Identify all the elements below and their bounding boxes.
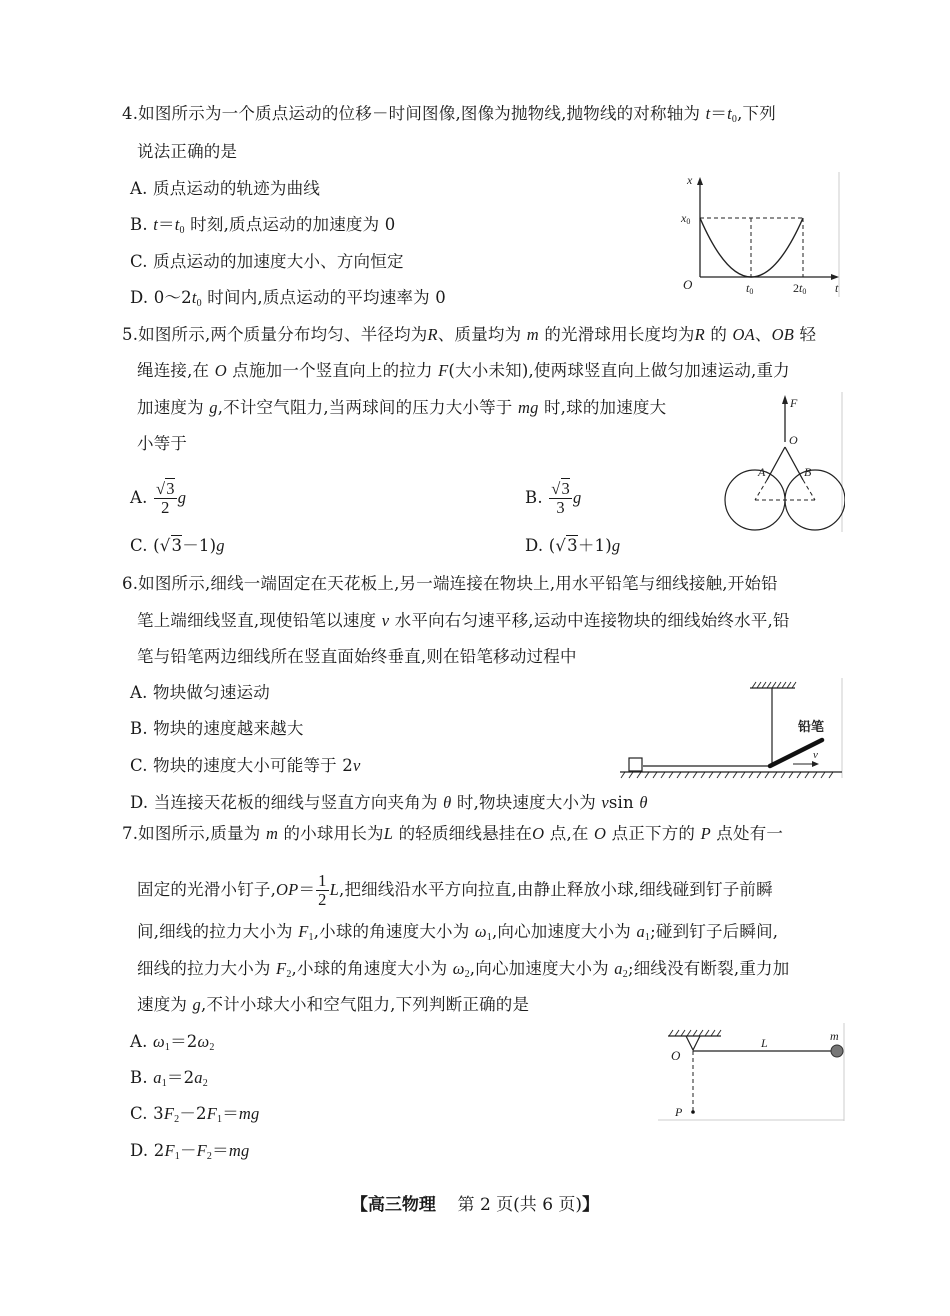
q7-stem-line-1 [122,823,783,845]
q7-option-c[interactable] [130,1103,260,1131]
option-text: $2F_1-F_2=mg$ [153,1141,250,1162]
q7-option-a[interactable] [130,1031,215,1059]
svg-text:t0: t0 [746,281,754,296]
option-text: 质点运动的轨迹为曲线 [153,179,321,198]
q7-stem-line-5: 速度为 g,不计小球大小和空气阻力,下列判断正确的是 [137,995,530,1014]
q7-stem-line-3: 间,细线的拉力大小为 $F_1$,小球的角速度大小为 $\omega_1$,向心加速度大小为 $a_1$;碰到钉子后瞬间, [137,922,779,943]
q4-option-d[interactable] [130,287,446,315]
q5-stem-line-2: 绳连接,在 O 点施加一个竖直向上的拉力 F(大小未知),使两球竖直向上做匀加速运动,重力 [137,361,790,380]
q4-stem-text-1: 如图所示为一个质点运动的位移－时间图像,图像为抛物线,抛物线的对称轴为 $t=t_0$,下列 [138,104,776,125]
option-text: $3F_2-2F_1=mg$ [153,1104,260,1125]
svg-text:F: F [790,396,798,410]
q4-stem-line-2: 说法正确的是 [137,142,238,161]
q6-stem-line-2: 笔上端细线竖直,现使铅笔以速度 v 水平向右匀速平移,运动中连接物块的细线始终水平,铅 [137,611,790,630]
q6-stem-line-1 [122,573,778,595]
option-label: A. [130,683,148,702]
q7-stem-line-2: 固定的光滑小钉子,OP＝ $\frac{1}{2}$ L,把细线沿水平方向拉直,由静止释放小球,细线碰到钉子前瞬 [137,871,773,909]
svg-text:x0: x0 [681,211,691,226]
q6-stem-line-3: 笔与铅笔两边细线所在竖直面始终垂直,则在铅笔移动过程中 [137,647,577,666]
option-text: $\omega_1=2\omega_2$ [153,1032,215,1053]
option-label: D. [130,1141,149,1160]
q7-option-d[interactable] [130,1140,249,1168]
option-label: C. [130,536,148,555]
option-label: C. [130,252,148,271]
page-footer [0,1190,950,1215]
svg-text:v: v [813,749,818,761]
q4-stem-line-1 [122,103,776,131]
option-label: B. [130,719,148,738]
option-label: C. [130,1104,148,1123]
svg-text:O: O [671,1048,681,1063]
option-label: C. [130,756,148,775]
svg-text:2t0: 2t0 [793,281,807,296]
svg-text:m: m [830,1029,839,1043]
q7-stem-line-4: 细线的拉力大小为 $F_2$,小球的角速度大小为 $\omega_2$,向心加速度大小为 $a_2$;细线没有断裂,重力加 [137,959,790,980]
footer-page-info: 第 2 页(共 6 页) [457,1195,583,1215]
q7-option-b[interactable] [130,1067,208,1095]
footer-subject: 【高三物理 [350,1195,436,1215]
q6-option-b[interactable] [130,718,304,740]
svg-text:O: O [789,433,798,447]
q4-number: 4. [122,104,139,123]
option-label: B. [525,488,543,507]
q7-stem-text-1: 如图所示,质量为 m 的小球用长为L 的轻质细线悬挂在O 点,在 O 点正下方的 P 点处有一 [138,824,784,843]
option-text: $\frac{√3}{2}$ [156,479,175,517]
q7-pendulum-nail-figure [658,1023,848,1123]
q6-number: 6. [122,574,139,593]
svg-text:L: L [761,1036,768,1050]
option-text: 质点运动的加速度大小、方向恒定 [153,252,404,271]
q4-option-c[interactable] [130,251,404,273]
q4-xt-graph-figure [665,172,845,297]
q5-stem-line-4: 小等于 [137,434,188,453]
option-label: D. [525,536,544,555]
svg-text:A: A [758,465,766,479]
q7-number: 7. [122,824,139,843]
svg-text:铅笔: 铅笔 [798,720,825,735]
option-text: (√3－1)g [153,536,225,555]
q5-option-a[interactable]: A. $\frac{√3}{2}$ g [130,479,187,517]
footer-close-bracket: 】 [582,1195,600,1215]
svg-text:t: t [835,281,839,295]
q6-stem-text-1: 如图所示,细线一端固定在天花板上,另一端连接在物块上,用水平铅笔与细线接触,开始铅 [138,574,778,593]
option-label: A. [130,488,148,507]
q4-option-b[interactable] [130,214,395,242]
option-text: $0\sim 2t_0$ 时间内,质点运动的平均速率为 0 [153,288,446,309]
option-label: A. [130,1032,148,1051]
option-label: B. [130,1068,148,1087]
q5-option-d[interactable] [525,535,620,557]
option-text: $a_1=2a_2$ [153,1068,208,1089]
option-text: (√3＋1)g [548,536,621,555]
q4-option-a[interactable] [130,178,320,200]
q6-option-c[interactable] [130,755,361,777]
option-text: 物块的速度大小可能等于 2v [153,756,361,775]
option-text: $t=t_0$ 时刻,质点运动的加速度为 0 [153,215,396,236]
option-label: B. [130,215,148,234]
q6-pencil-string-figure [615,678,847,783]
q5-number: 5. [122,325,139,344]
option-label: D. [130,793,149,812]
option-text: $\frac{√3}{3}$ [551,479,570,517]
q5-option-b[interactable]: B. $\frac{√3}{3}$ g [525,479,582,517]
option-label: A. [130,179,148,198]
q5-stem-text-1: 如图所示,两个质量分布均匀、半径均为R、质量均为 m 的光滑球用长度均为R 的 OA、OB 轻 [138,325,817,344]
option-text: 物块的速度越来越大 [153,719,304,738]
svg-text:x: x [687,173,693,187]
svg-text:B: B [804,465,812,479]
q6-option-a[interactable] [130,682,270,704]
option-text: 当连接天花板的细线与竖直方向夹角为 θ 时,物块速度大小为 vsin θ [153,793,648,812]
q5-stem-line-1 [122,324,816,346]
svg-text:P: P [675,1105,683,1119]
q5-option-c[interactable] [130,535,225,557]
svg-text:O: O [683,277,693,292]
q6-option-d[interactable] [130,792,648,814]
q5-stem-line-3: 加速度为 g,不计空气阻力,当两球间的压力大小等于 mg 时,球的加速度大 [137,398,667,417]
option-text: 物块做匀速运动 [153,683,270,702]
q5-two-spheres-figure [715,392,845,532]
option-label: D. [130,288,149,307]
